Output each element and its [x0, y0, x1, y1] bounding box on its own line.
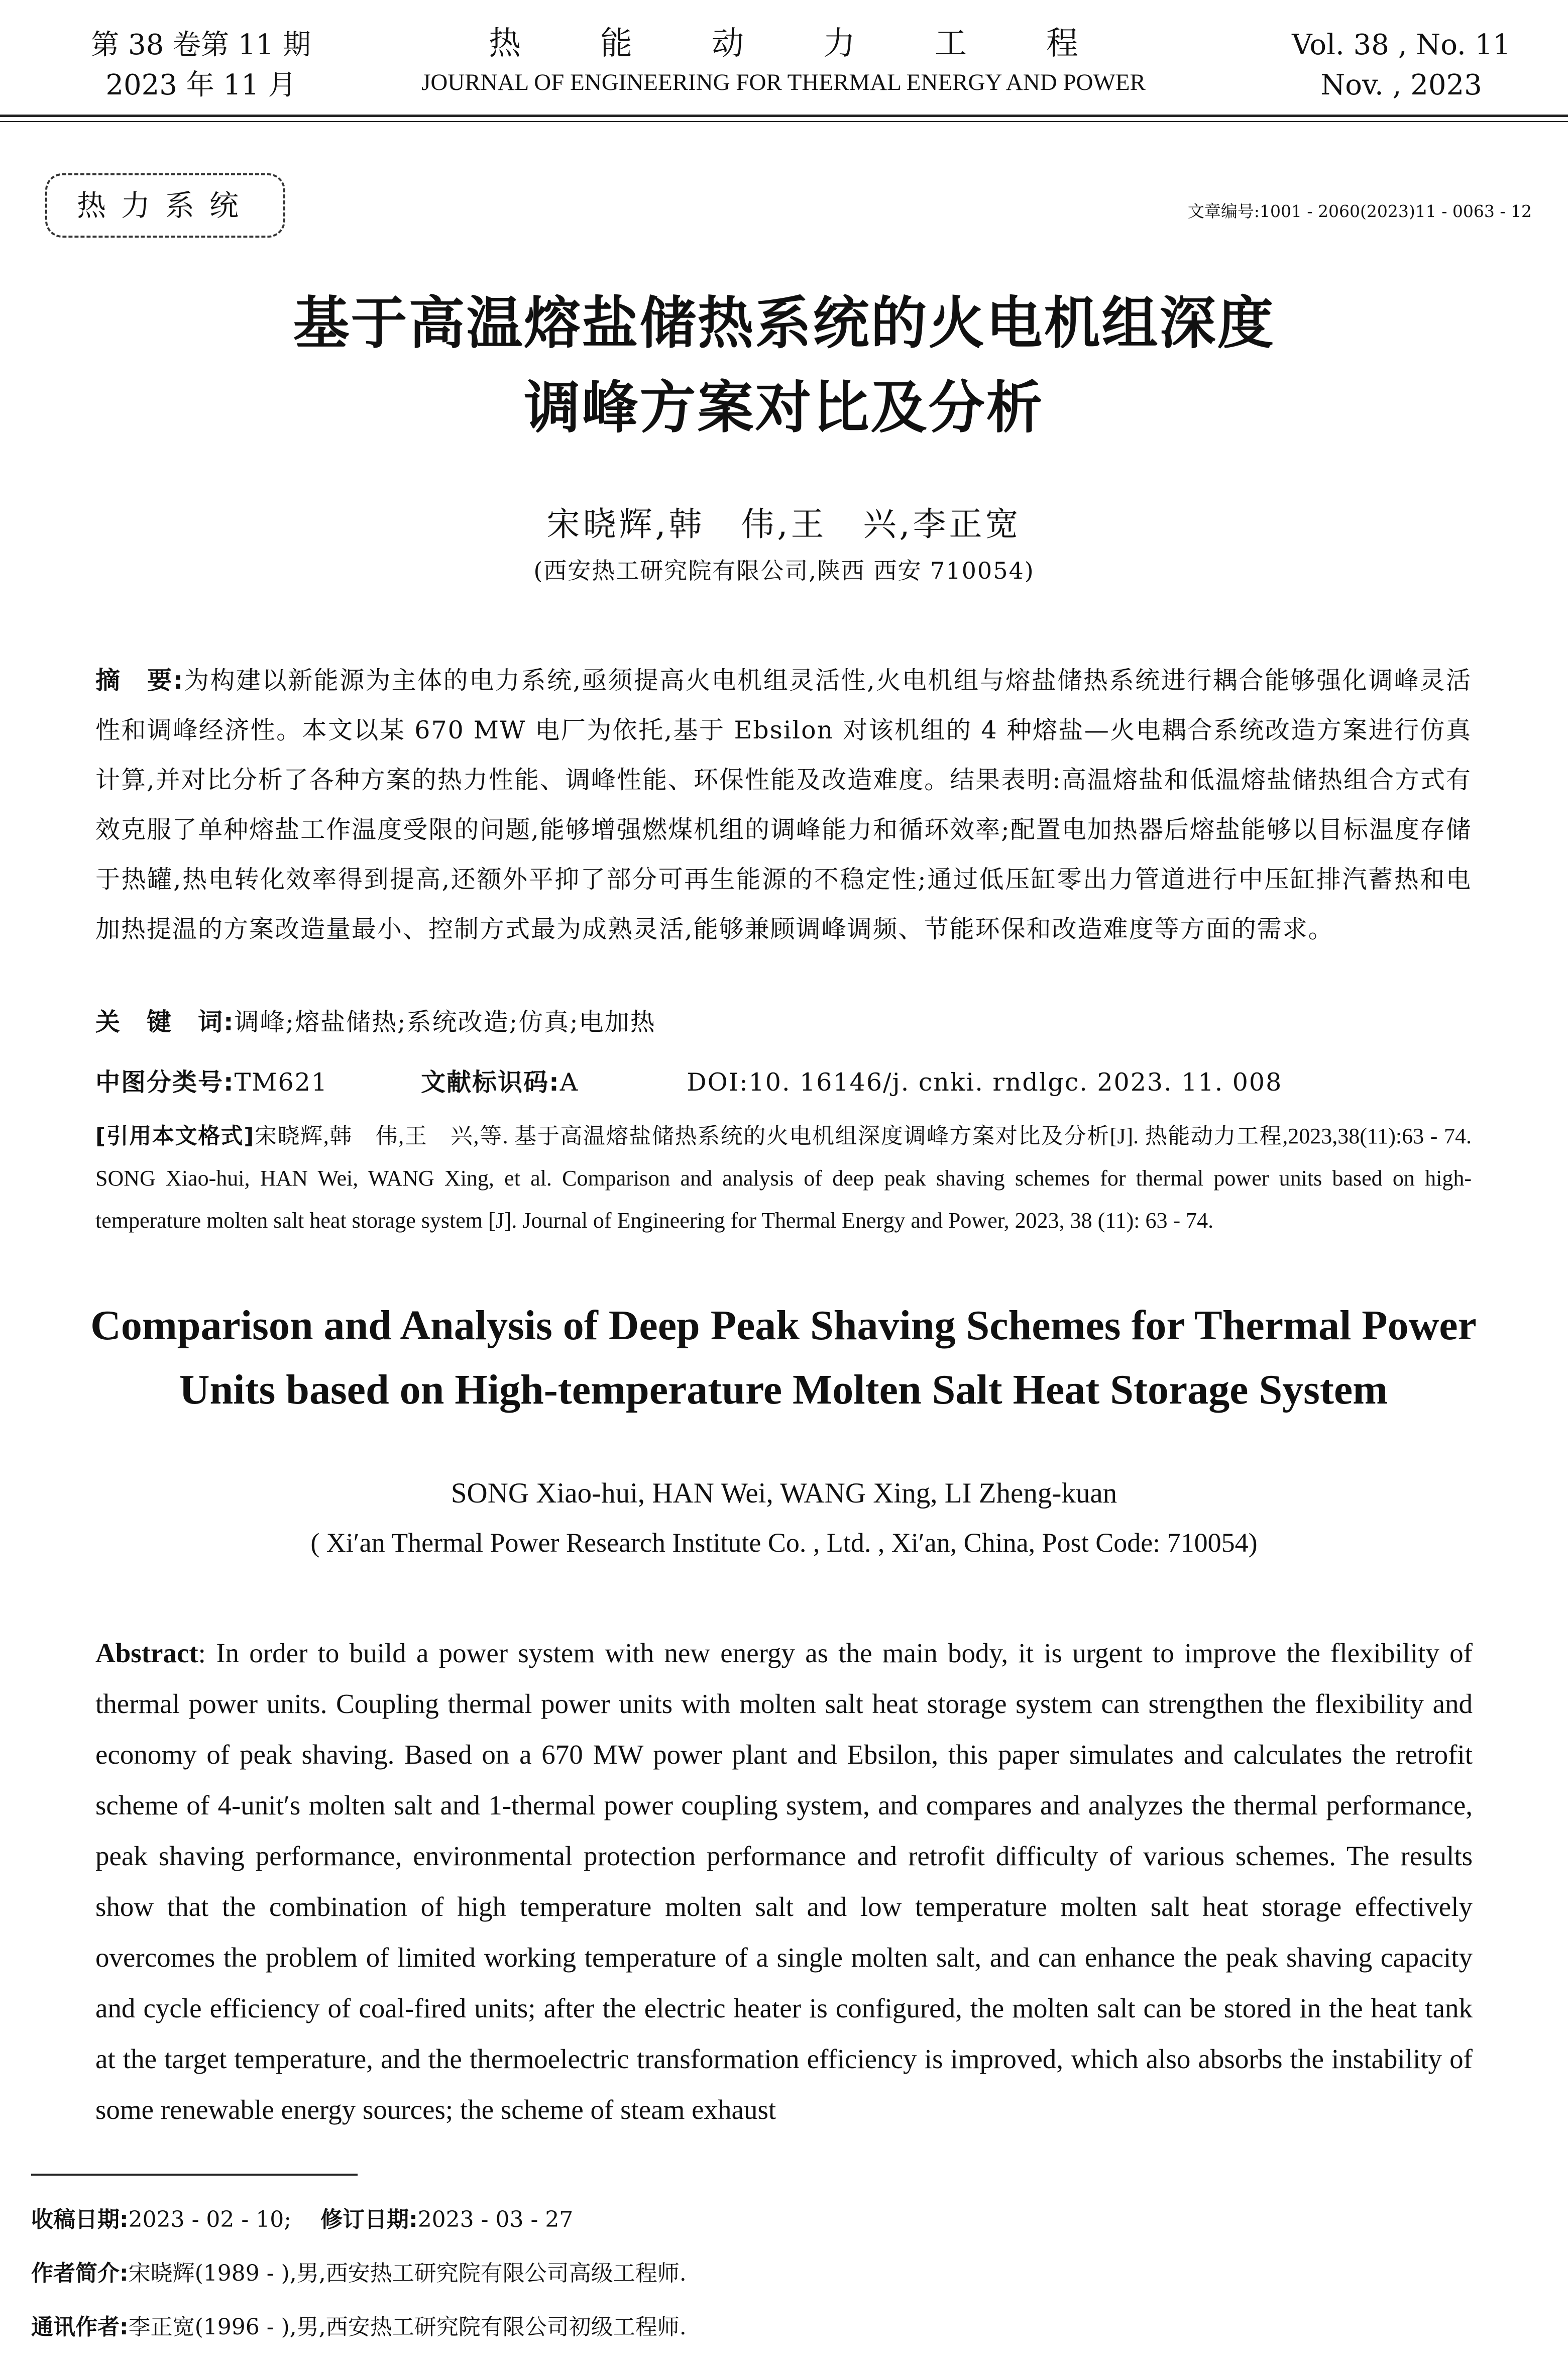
- affiliation-cn: (西安热工研究院有限公司,陕西 西安 710054): [533, 557, 1035, 584]
- revised-label: 修订日期:: [320, 2207, 418, 2232]
- journal-name-en: JOURNAL OF ENGINEERING FOR THERMAL ENERGY AND POWER: [421, 69, 1146, 95]
- doc-code-value: A: [559, 1068, 579, 1097]
- issue-info-en: [1286, 25, 1517, 105]
- authors-en: SONG Xiao-hui, HAN Wei, WANG Xing, LI Zheng-kuan: [451, 1477, 1117, 1509]
- clc-label: 中图分类号:: [95, 1068, 235, 1097]
- title-cn: [100, 281, 1468, 450]
- date-cn: 2023 年 11 月: [105, 69, 296, 101]
- abstract-en: [95, 1628, 1473, 2135]
- title-en: [30, 1294, 1537, 1422]
- footnote-dates: [31, 2193, 1538, 2246]
- authors-cn: 宋晓辉,韩 伟,王 兴,李正宽: [546, 505, 1022, 544]
- title-en-line1: Comparison and Analysis of Deep Peak Shaving Schemes for Thermal Power: [90, 1302, 1477, 1349]
- volume-cn: 第 38 卷第 11 期: [91, 29, 311, 61]
- volume-en: Vol. 38 , No. 11: [1292, 29, 1511, 61]
- title-cn-line2: 调峰方案对比及分析: [524, 375, 1044, 441]
- section-tag: 热力系统: [45, 173, 285, 238]
- citation-label: [引用本文格式]: [95, 1123, 254, 1149]
- article-number: 文章编号:1001 - 2060(2023)11 - 0063 - 12: [1187, 201, 1532, 221]
- abstract-cn-text: 为构建以新能源为主体的电力系统,亟须提高火电机组灵活性,火电机组与熔盐储热系统进行耦合能够强化调峰灵活性和调峰经济性。本文以某 670 MW 电厂为依托,基于 Ebsilon 对该机组的 4 种熔盐—火电耦合系统改造方案进行仿真计算,并对比分析了各种方案的热力性能、调峰性能、环保性能及改造难度。结果表明:高温熔盐和低温熔盐储热组合方式有效克服了单种熔盐工作温度受限的问题,能够增强燃煤机组的调峰能力和循环效率;配置电加热器后熔盐能够以目标温度存储于热罐,热电转化效率得到提高,还额外平抑了部分可再生能源的不稳定性;通过低压缸零出力管道进行中压缸排汽蓄热和电加热提温的方案改造量最小、控制方式最为成熟灵活,能够兼顾调峰调频、节能环保和改造难度等方面的需求。: [95, 666, 1472, 943]
- header-rule-top: [0, 115, 1568, 117]
- doi: DOI:10. 16146/j. cnki. rndlgc. 2023. 11. 008: [687, 1068, 1283, 1097]
- bio-text: 宋晓辉(1989 - ),男,西安热工研究院有限公司高级工程师.: [128, 2261, 687, 2286]
- corresponding-text: 李正宽(1996 - ),男,西安热工研究院有限公司初级工程师.: [128, 2314, 687, 2340]
- keywords-cn-text: 调峰;熔盐储热;系统改造;仿真;电加热: [234, 1008, 656, 1036]
- clc-value: TM621: [234, 1068, 328, 1097]
- issue-info-cn: [50, 25, 352, 105]
- affiliation-en: ( Xi′an Thermal Power Research Institute Co. , Ltd. , Xi′an, China, Post Code: 710054): [310, 1528, 1258, 1558]
- footnotes: [31, 2193, 1538, 2354]
- doc-code-label: 文献标识码:: [421, 1068, 560, 1097]
- footnote-rule: [31, 2174, 358, 2176]
- keywords-cn-label: 关 键 词:: [95, 1008, 235, 1036]
- footnote-corresponding: [31, 2300, 1538, 2354]
- date-en: Nov. , 2023: [1320, 69, 1482, 101]
- title-en-line2: Units based on High-temperature Molten Salt Heat Storage System: [179, 1366, 1388, 1413]
- footnote-bio: [31, 2246, 1538, 2300]
- header-rule-bottom: [0, 121, 1568, 122]
- journal-header: [352, 21, 1215, 97]
- revised-date: 2023 - 03 - 27: [417, 2207, 574, 2232]
- abstract-cn: [95, 656, 1472, 954]
- classification-line: [95, 1057, 1472, 1107]
- abstract-en-label: Abstract: [95, 1638, 198, 1668]
- corresponding-label: 通讯作者:: [31, 2314, 129, 2340]
- citation: [95, 1115, 1472, 1242]
- bio-label: 作者简介:: [31, 2261, 129, 2286]
- abstract-cn-label: 摘 要:: [95, 666, 184, 695]
- received-date: 2023 - 02 - 10;: [128, 2207, 292, 2232]
- keywords-cn: [95, 997, 1472, 1047]
- abstract-en-text: : In order to build a power system with new energy as the main body, it is urgent to improve the flexibility of thermal power units. Coupling thermal power units with molten salt heat storage system can strengthen the flexibility and economy of peak shaving. Based on a 670 MW power plant and Ebsilon, this paper simulates and calculates the retrofit scheme of 4-unit′s molten salt and 1-thermal power coupling system, and compares and analyzes the thermal performance, peak shaving performance, environmental protection performance and retrofit difficulty of various schemes. The results show that the combination of high temperature molten salt and low temperature molten salt heat storage effectively overcomes the problem of limited working temperature of a single molten salt, and can enhance the peak shaving capacity and cycle efficiency of coal-fired units; after the electric heater is configured, the molten salt can be stored in the heat tank at the target temperature, and the thermoelectric transformation efficiency is improved, which also absorbs the instability of some renewable energy sources; the scheme of steam exhaust: [95, 1638, 1473, 2125]
- citation-text: 宋晓辉,韩 伟,王 兴,等. 基于高温熔盐储热系统的火电机组深度调峰方案对比及分析[J]. 热能动力工程,2023,38(11):63 - 74. SONG Xiao-hui, HAN Wei, WANG Xing, et al. Comparison and analysis of deep peak shaving schemes for thermal power units based on high-temperature molten salt heat storage system [J]. Journal of Engineering for Thermal Energy and Power, 2023, 38 (11): 63 - 74.: [95, 1124, 1472, 1233]
- received-label: 收稿日期:: [31, 2207, 129, 2232]
- title-cn-line1: 基于高温熔盐储热系统的火电机组深度: [293, 291, 1275, 356]
- journal-name-cn: 热能动力工程: [489, 25, 1158, 62]
